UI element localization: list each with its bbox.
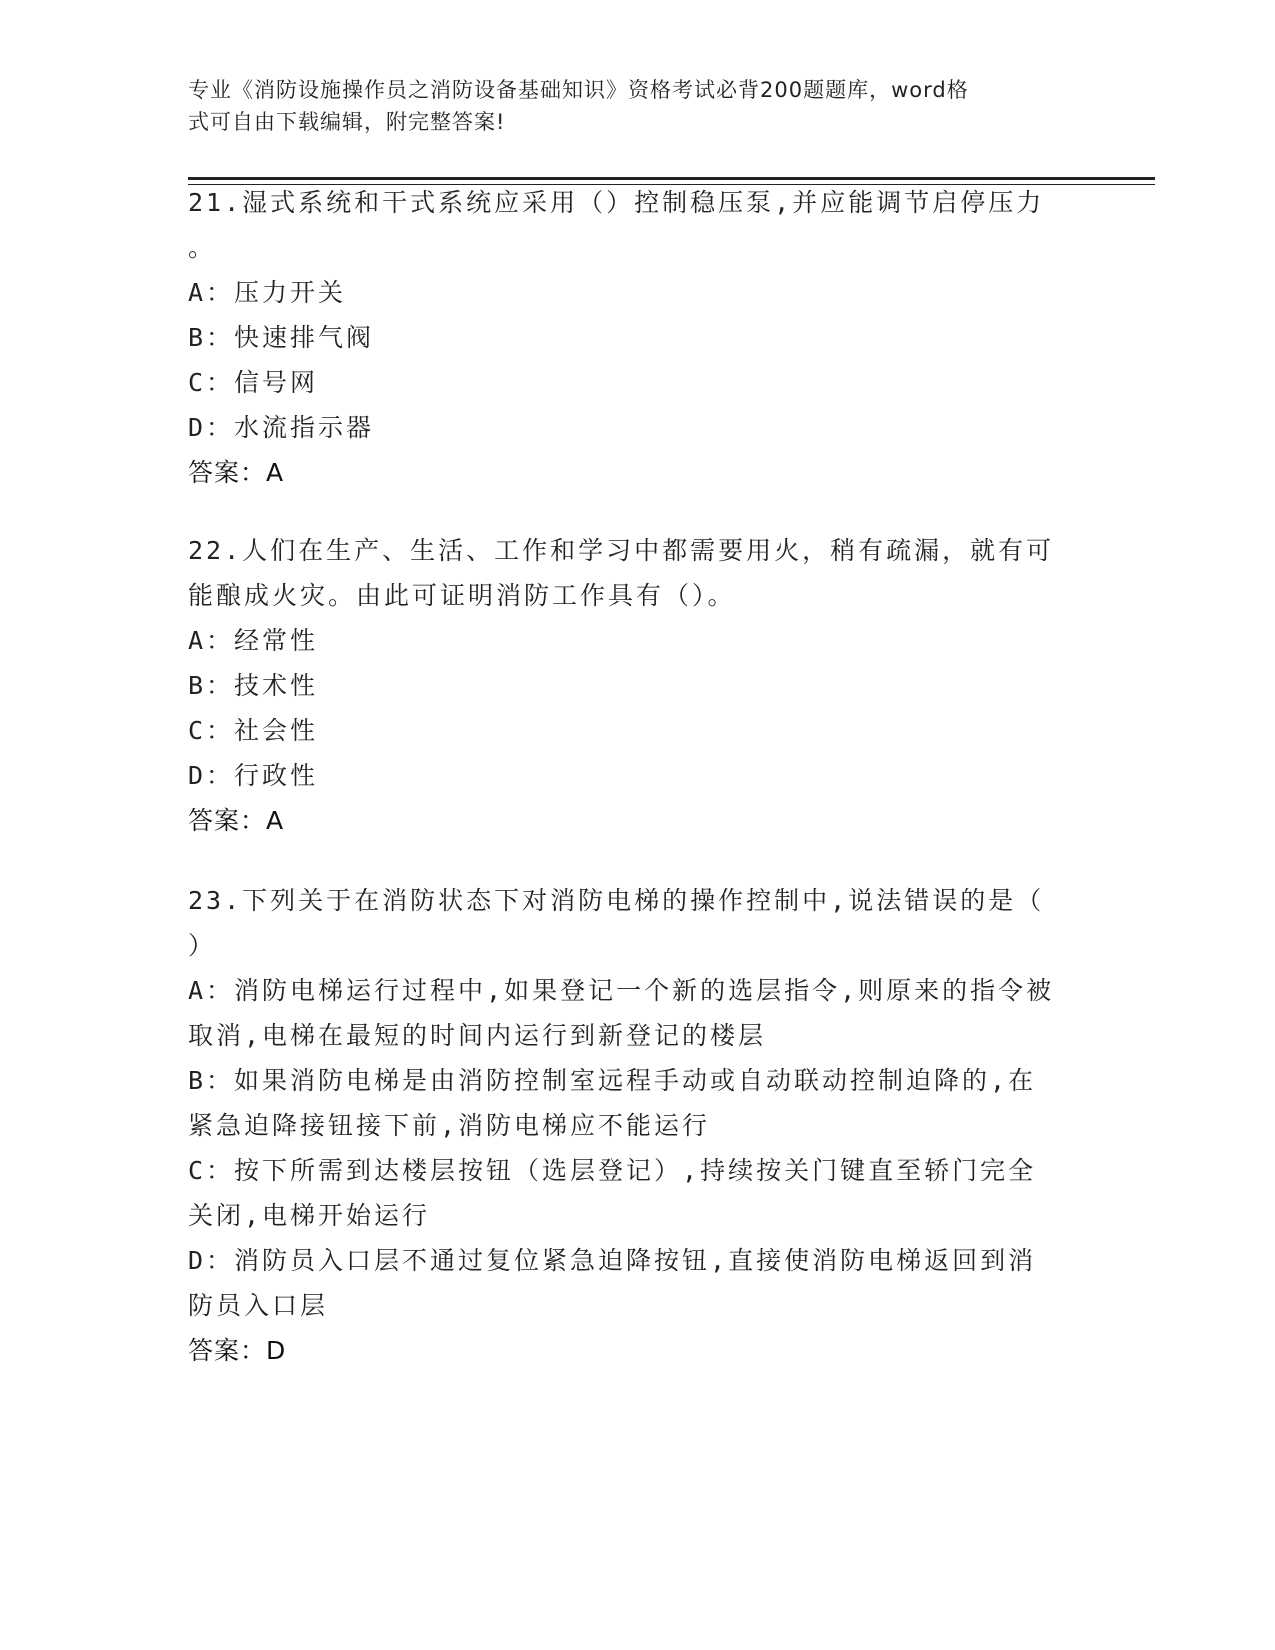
option-b: B：如果消防电梯是由消防控制室远程手动或自动联动控制迫降的,在 bbox=[188, 1066, 1037, 1095]
question-21 bbox=[188, 180, 1088, 495]
option-b: B：技术性 bbox=[188, 671, 319, 700]
question-text-line: 23.下列关于在消防状态下对消防电梯的操作控制中,说法错误的是（ bbox=[188, 886, 1045, 915]
option-a: A：消防电梯运行过程中,如果登记一个新的选层指令,则原来的指令被 bbox=[188, 976, 1055, 1005]
option-a: A：经常性 bbox=[188, 626, 319, 655]
option-c: C：社会性 bbox=[188, 716, 319, 745]
question-text-line: 21.湿式系统和干式系统应采用（）控制稳压泵,并应能调节启停压力 bbox=[188, 188, 1045, 217]
question-text-line: 22.人们在生产、生活、工作和学习中都需要用火，稍有疏漏，就有可 bbox=[188, 536, 1055, 565]
option-a-continued: 取消,电梯在最短的时间内运行到新登记的楼层 bbox=[188, 1021, 767, 1050]
option-d: D：消防员入口层不通过复位紧急迫降按钮,直接使消防电梯返回到消 bbox=[188, 1246, 1037, 1275]
question-text-line: ） bbox=[188, 931, 217, 960]
option-a: A：压力开关 bbox=[188, 278, 347, 307]
question-text-line: 。 bbox=[188, 233, 217, 262]
question-22 bbox=[188, 528, 1088, 843]
option-d: D：行政性 bbox=[188, 761, 319, 790]
question-23 bbox=[188, 878, 1088, 1373]
header-line-1: 专业《消防设施操作员之消防设备基础知识》资格考试必背200题题库，word格 bbox=[188, 78, 969, 102]
option-b: B：快速排气阀 bbox=[188, 323, 375, 352]
question-text-line: 能酿成火灾。由此可证明消防工作具有（）。 bbox=[188, 581, 736, 610]
option-c: C：信号网 bbox=[188, 368, 319, 397]
header-line-2: 式可自由下载编辑，附完整答案! bbox=[188, 110, 506, 134]
answer: 答案：A bbox=[188, 806, 285, 835]
option-b-continued: 紧急迫降接钮接下前,消防电梯应不能运行 bbox=[188, 1111, 711, 1140]
document-header bbox=[188, 74, 1068, 138]
answer: 答案：D bbox=[188, 1336, 287, 1365]
option-d-continued: 防员入口层 bbox=[188, 1291, 329, 1320]
answer: 答案：A bbox=[188, 458, 285, 487]
option-d: D：水流指示器 bbox=[188, 413, 375, 442]
option-c-continued: 关闭,电梯开始运行 bbox=[188, 1201, 431, 1230]
option-c: C：按下所需到达楼层按钮（选层登记）,持续按关门键直至轿门完全 bbox=[188, 1156, 1037, 1185]
